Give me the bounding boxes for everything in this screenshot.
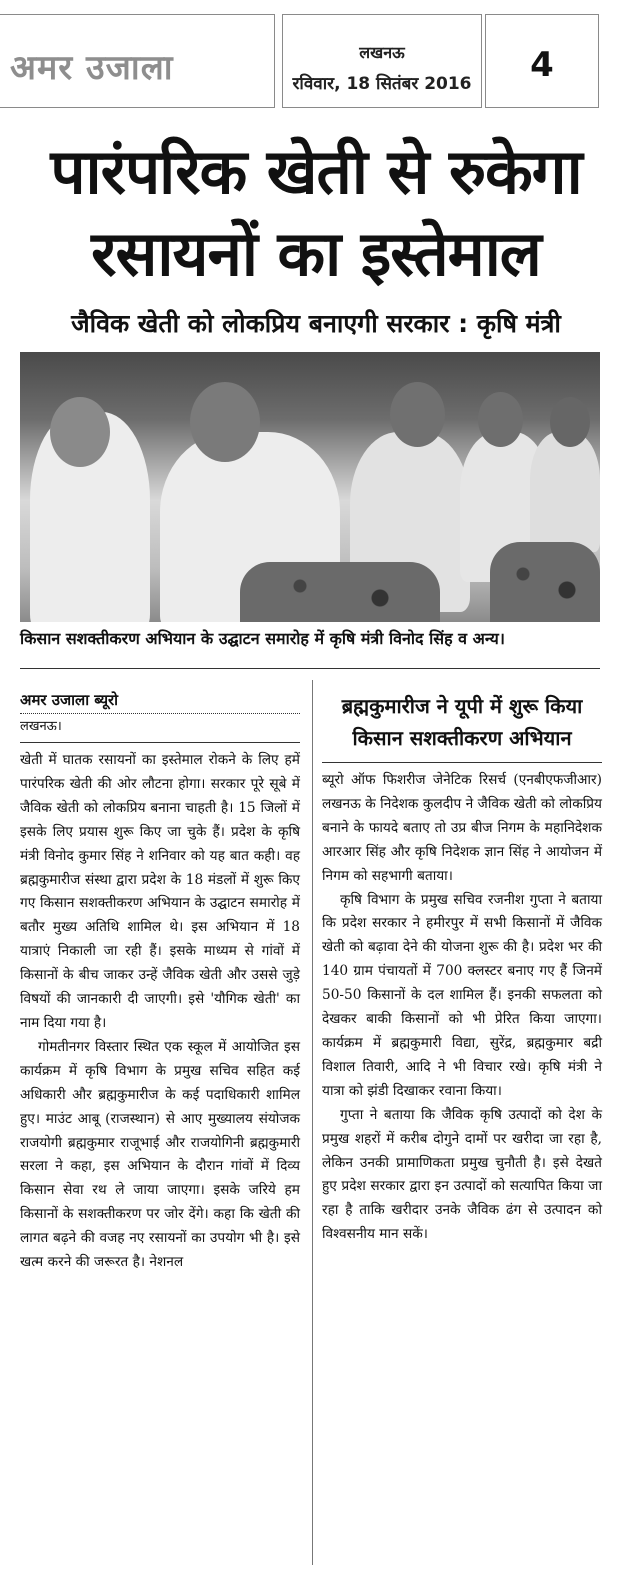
article-body-left <box>20 749 300 1275</box>
masthead-logo-box <box>0 14 275 108</box>
photo-figure <box>478 392 523 447</box>
box-headline-rule <box>322 762 602 763</box>
article-body-right <box>322 769 602 1247</box>
article-left-column <box>20 690 300 1275</box>
byline-rule <box>20 713 300 714</box>
paragraph: खेती में घातक रसायनों का इस्तेमाल रोकने के लिए हमें पारंपरिक खेती की ओर लौटना होगा। सरकार पूरे सूबे में जैविक खेती को लोकप्रिय बनाना चाहती है। 15 जिलों में इसके लिए प्रयास शुरू किए जा चुके हैं। प्रदेश के कृषि मंत्री विनोद कुमार सिंह ने शनिवार को यह बात कही। वह ब्रह्मकुमारीज संस्था द्वारा प्रदेश के 18 मंडलों में शुरू किए गए किसान सशक्तीकरण अभियान के उद्घाटन समारोह में बतौर मुख्य अतिथि शामिल थे। इस अभियान में 18 यात्राएं निकाली जा रही हैं। इसके माध्यम से गांवों में किसानों के बीच जाकर उन्हें जैविक खेती और उससे जुड़े विषयों की जानकारी दी जाएगी। इसे 'यौगिक खेती' का नाम दिया गया है। <box>20 752 300 1031</box>
byline: अमर उजाला ब्यूरो <box>20 691 119 709</box>
photo-figure <box>390 382 445 447</box>
masthead <box>0 14 610 112</box>
headline-line-2: रसायनों का इस्तेमाल <box>91 217 541 290</box>
article-right-column <box>322 690 602 1247</box>
masthead-dateline-box <box>282 14 482 108</box>
page-number: 4 <box>530 45 554 85</box>
paragraph: गोमतीनगर विस्तार स्थित एक स्कूल में आयोजित इस कार्यक्रम में कृषि विभाग के प्रमुख सचिव सहित कई अधिकारी और ब्रह्मकुमारीज के कई पदाधिकारी शामिल हुए। माउंट आबू (राजस्थान) से आए मुख्यालय संयोजक राजयोगी ब्रह्मकुमार राजूभाई और राजयोगिनी ब्रह्मकुमारी सरला ने कहा, इस अभियान के दौरान गांवों में दिव्य किसान सेवा रथ ले जाया जाएगा। इसके जरिये हम किसानों के सशक्तीकरण पर जोर देंगे। कहा कि खेती की लागत बढ़ने की वजह नए रसायनों का उपयोग भी है। इसे खत्म करने की जरूरत है। नेशनल <box>20 1038 300 1271</box>
photo-figure <box>50 397 110 467</box>
photo-figure <box>190 382 260 462</box>
photo-plants <box>490 542 600 622</box>
paragraph: ब्यूरो ऑफ फिशरीज जेनेटिक रिसर्च (एनबीएफजीआर) लखनऊ के निदेशक कुलदीप ने जैविक खेती को लोकप्रिय बनाने के फायदे बताए तो उप्र बीज निगम के महानिदेशक आरआर सिंह और कृषि निदेशक ज्ञान सिंह ने आयोजन में निगम को सहभागी बताया। <box>322 772 602 884</box>
paragraph: गुप्ता ने बताया कि जैविक कृषि उत्पादों को देश के प्रमुख शहरों में करीब दोगुने दामों पर खरीदा जा रहा है, लेकिन उनकी प्रामाणिकता प्रमुख चुनौती है। इसे देखते हुए प्रदेश सरकार द्वारा इन उत्पादों को सत्यापित किया जा रहा है ताकि खरीदार उनके जैविक ढंग से उत्पादन को विश्वसनीय मान सकें। <box>322 1106 602 1243</box>
news-photo <box>20 352 600 622</box>
photo-plants <box>240 562 440 622</box>
photo-figure <box>550 397 590 447</box>
photo-caption: किसान सशक्तीकरण अभियान के उद्घाटन समारोह में कृषि मंत्री विनोद सिंह व अन्य। <box>20 629 505 648</box>
box-headline: ब्रह्मकुमारीज ने यूपी में शुरू किया किसान सशक्तीकरण अभियान <box>341 694 583 750</box>
photo-figure <box>530 432 600 552</box>
dateline-rule <box>20 742 300 743</box>
headline-line-1: पारंपरिक खेती से रुकेगा <box>50 135 582 208</box>
subheadline: जैविक खेती को लोकप्रिय बनाएगी सरकार : कृषि मंत्री <box>71 309 561 338</box>
column-divider <box>312 680 313 1565</box>
edition-city: लखनऊ <box>359 43 405 62</box>
paragraph: कृषि विभाग के प्रमुख सचिव रजनीश गुप्ता ने बताया कि प्रदेश सरकार ने हमीरपुर में सभी किसानों में जैविक खेती को बढ़ावा देने की योजना शुरू की है। प्रदेश भर की 140 ग्राम पंचायतों में 700 क्लस्टर बनाए गए हैं जिनमें 50-50 किसानों के दल शामिल हैं। इनकी सफलता को देखकर बाकी किसानों को भी प्रेरित किया जाएगा। कार्यक्रम में ब्रह्मकुमारी विद्या, सुरेंद्र, ब्रह्मकुमार बद्री विशाल तिवारी, आदि ने भी विचार रखे। कृषि मंत्री ने यात्रा को झंडी दिखाकर रवाना किया। <box>322 891 602 1099</box>
page-number-box <box>485 14 599 108</box>
section-divider <box>20 668 600 669</box>
newspaper-logo: अमर उजाला <box>10 48 174 88</box>
edition-date: रविवार, 18 सितंबर 2016 <box>292 74 472 94</box>
dateline: लखनऊ। <box>20 719 62 734</box>
